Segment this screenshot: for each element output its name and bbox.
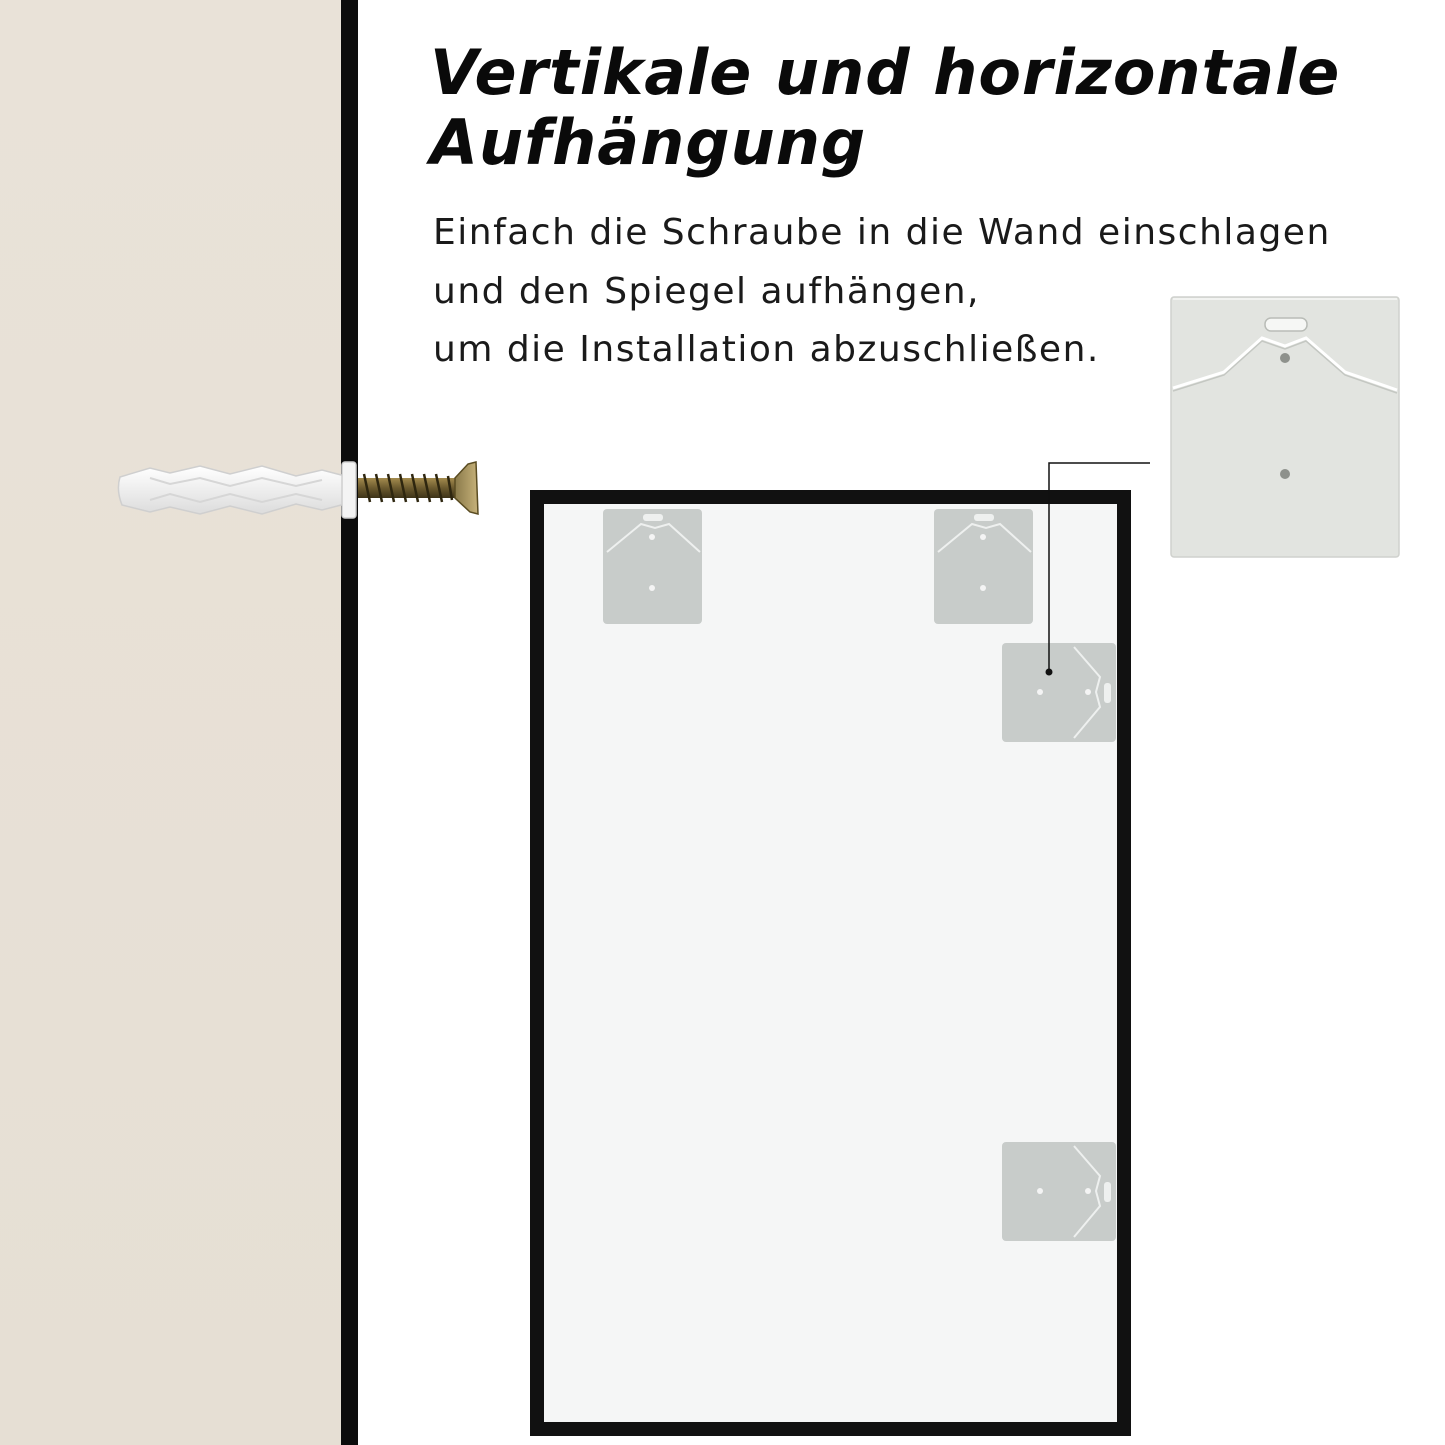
hanging-bracket-icon	[1002, 643, 1116, 742]
hanging-bracket-icon	[603, 509, 702, 624]
instruction-line-2: und den Spiegel aufhängen,	[433, 270, 980, 312]
hanging-bracket-icon	[934, 509, 1033, 624]
wall-anchor-icon	[118, 462, 356, 518]
hanging-bracket-icon	[1002, 1142, 1116, 1241]
screw-icon	[358, 462, 478, 514]
instruction-line-1: Einfach die Schraube in die Wand einschlagen	[433, 212, 1331, 253]
title-line-2: Aufhängung	[430, 106, 867, 179]
mirror-icon	[530, 490, 1131, 1436]
title-line-1: Vertikale und horizontale	[430, 36, 1341, 109]
instruction-line-3: um die Installation abzuschließen.	[433, 329, 1100, 370]
hanging-bracket-icon	[1171, 297, 1399, 557]
